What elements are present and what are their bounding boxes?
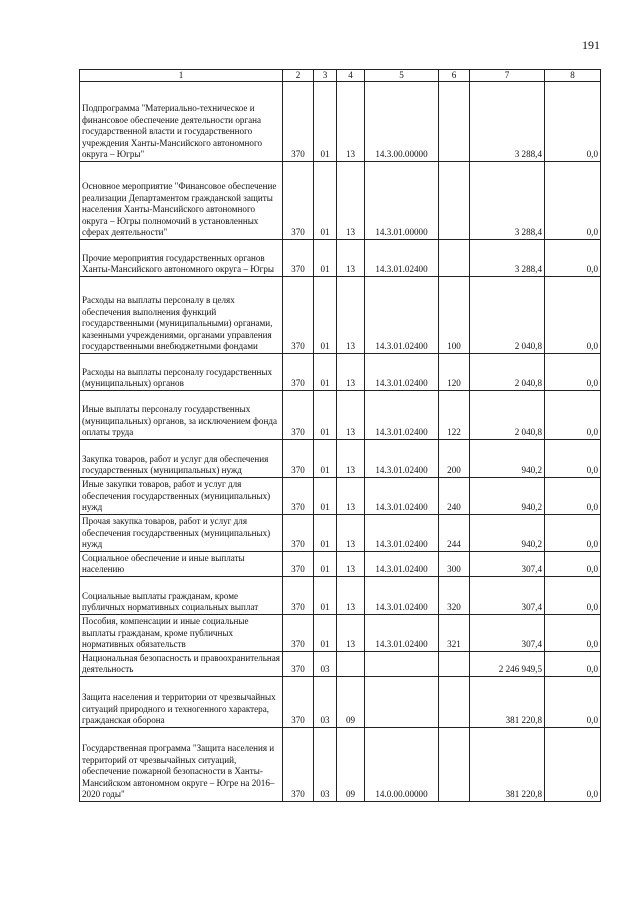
table-row (80, 615, 601, 652)
admin-code-cell: 370 (283, 440, 314, 478)
header-cell: 1 (80, 70, 283, 82)
section-code-cell: 03 (314, 677, 337, 728)
table-row (80, 552, 601, 577)
target-article-cell: 14.3.01.02400 (365, 515, 439, 552)
subsection-code-cell: 13 (337, 440, 365, 478)
amount-2-cell: 0,0 (545, 440, 601, 478)
section-code-cell: 01 (314, 277, 337, 354)
header-cell: 4 (337, 70, 365, 82)
row-name-cell: Иные закупки товаров, работ и услуг для обеспечения государственных (муниципальных) нужд (80, 478, 283, 515)
target-article-cell: 14.3.01.02400 (365, 615, 439, 652)
amount-cell: 940,2 (470, 515, 545, 552)
subsection-code-cell: 09 (337, 677, 365, 728)
amount-2-cell: 0,0 (545, 478, 601, 515)
amount-2-cell: 0,0 (545, 82, 601, 162)
admin-code-cell: 370 (283, 162, 314, 240)
subsection-code-cell: 13 (337, 391, 365, 440)
amount-cell: 381 220,8 (470, 677, 545, 728)
section-code-cell: 01 (314, 440, 337, 478)
header-cell: 7 (470, 70, 545, 82)
expense-type-cell (439, 82, 470, 162)
amount-2-cell: 0,0 (545, 677, 601, 728)
subsection-code-cell: 13 (337, 240, 365, 277)
subsection-code-cell: 13 (337, 552, 365, 577)
expense-type-cell: 321 (439, 615, 470, 652)
row-name-cell: Основное мероприятие "Финансовое обеспечение реализации Департаментом гражданской защиты населения Ханты-Мансийского автономного округа – Югры полномочий в установленных сферах деятельности" (80, 162, 283, 240)
amount-cell: 3 288,4 (470, 240, 545, 277)
amount-cell: 2 040,8 (470, 277, 545, 354)
admin-code-cell: 370 (283, 577, 314, 615)
subsection-code-cell: 13 (337, 277, 365, 354)
amount-2-cell: 0,0 (545, 354, 601, 391)
expense-type-cell (439, 728, 470, 802)
section-code-cell: 01 (314, 240, 337, 277)
section-code-cell: 01 (314, 577, 337, 615)
row-name-cell: Социальное обеспечение и иные выплаты населению (80, 552, 283, 577)
amount-2-cell: 0,0 (545, 728, 601, 802)
section-code-cell: 01 (314, 82, 337, 162)
row-name-cell: Социальные выплаты гражданам, кроме публичных нормативных социальных выплат (80, 577, 283, 615)
table-row (80, 677, 601, 728)
admin-code-cell: 370 (283, 391, 314, 440)
row-name-cell: Закупка товаров, работ и услуг для обеспечения государственных (муниципальных) нужд (80, 440, 283, 478)
admin-code-cell: 370 (283, 277, 314, 354)
section-code-cell: 01 (314, 391, 337, 440)
target-article-cell: 14.3.01.02400 (365, 552, 439, 577)
row-name-cell: Национальная безопасность и правоохранительная деятельность (80, 652, 283, 677)
section-code-cell: 01 (314, 354, 337, 391)
admin-code-cell: 370 (283, 728, 314, 802)
row-name-cell: Расходы на выплаты персоналу в целях обеспечения выполнения функций государственными (муниципальными) органами, казенными учреждениями, органами управления государственными внебюджетными фондами (80, 277, 283, 354)
amount-cell: 2 246 949,5 (470, 652, 545, 677)
target-article-cell: 14.3.01.00000 (365, 162, 439, 240)
table-body (80, 82, 601, 802)
row-name-cell: Иные выплаты персоналу государственных (муниципальных) органов, за исключением фонда оплаты труда (80, 391, 283, 440)
amount-cell: 3 288,4 (470, 162, 545, 240)
table-row (80, 478, 601, 515)
amount-cell: 2 040,8 (470, 354, 545, 391)
section-code-cell: 01 (314, 162, 337, 240)
subsection-code-cell: 13 (337, 478, 365, 515)
table-row (80, 728, 601, 802)
subsection-code-cell (337, 652, 365, 677)
header-cell: 2 (283, 70, 314, 82)
subsection-code-cell: 13 (337, 162, 365, 240)
table-row (80, 240, 601, 277)
section-code-cell: 03 (314, 728, 337, 802)
amount-2-cell: 0,0 (545, 615, 601, 652)
amount-cell: 307,4 (470, 577, 545, 615)
header-cell: 6 (439, 70, 470, 82)
row-name-cell: Прочие мероприятия государственных органов Ханты-Мансийского автономного округа – Югры (80, 240, 283, 277)
row-name-cell: Расходы на выплаты персоналу государственных (муниципальных) органов (80, 354, 283, 391)
expense-type-cell (439, 677, 470, 728)
column-number-row (80, 70, 601, 82)
amount-2-cell: 0,0 (545, 277, 601, 354)
section-code-cell: 01 (314, 552, 337, 577)
table-row (80, 515, 601, 552)
budget-table (79, 69, 601, 802)
amount-2-cell: 0,0 (545, 240, 601, 277)
row-name-cell: Пособия, компенсации и иные социальные выплаты гражданам, кроме публичных нормативных обязательств (80, 615, 283, 652)
expense-type-cell (439, 162, 470, 240)
expense-type-cell: 120 (439, 354, 470, 391)
page-number: 191 (582, 38, 600, 52)
table-row (80, 652, 601, 677)
section-code-cell: 01 (314, 478, 337, 515)
target-article-cell: 14.3.01.02400 (365, 240, 439, 277)
table-row (80, 391, 601, 440)
expense-type-cell: 100 (439, 277, 470, 354)
subsection-code-cell: 13 (337, 577, 365, 615)
table-row (80, 354, 601, 391)
table-row (80, 577, 601, 615)
amount-2-cell: 0,0 (545, 162, 601, 240)
subsection-code-cell: 13 (337, 515, 365, 552)
amount-2-cell: 0,0 (545, 391, 601, 440)
amount-2-cell: 0,0 (545, 577, 601, 615)
expense-type-cell: 240 (439, 478, 470, 515)
target-article-cell: 14.3.00.00000 (365, 82, 439, 162)
target-article-cell: 14.3.01.02400 (365, 354, 439, 391)
amount-2-cell: 0,0 (545, 515, 601, 552)
amount-cell: 2 040,8 (470, 391, 545, 440)
amount-cell: 307,4 (470, 552, 545, 577)
table-row (80, 277, 601, 354)
subsection-code-cell: 13 (337, 615, 365, 652)
admin-code-cell: 370 (283, 552, 314, 577)
row-name-cell: Прочая закупка товаров, работ и услуг для обеспечения государственных (муниципальных) нужд (80, 515, 283, 552)
table-row (80, 162, 601, 240)
section-code-cell: 01 (314, 515, 337, 552)
subsection-code-cell: 13 (337, 82, 365, 162)
amount-2-cell: 0,0 (545, 552, 601, 577)
section-code-cell: 03 (314, 652, 337, 677)
header-cell: 5 (365, 70, 439, 82)
expense-type-cell: 200 (439, 440, 470, 478)
expense-type-cell (439, 240, 470, 277)
admin-code-cell: 370 (283, 615, 314, 652)
row-name-cell: Защита населения и территории от чрезвычайных ситуаций природного и техногенного характера, гражданская оборона (80, 677, 283, 728)
target-article-cell: 14.3.01.02400 (365, 391, 439, 440)
admin-code-cell: 370 (283, 515, 314, 552)
admin-code-cell: 370 (283, 82, 314, 162)
subsection-code-cell: 09 (337, 728, 365, 802)
admin-code-cell: 370 (283, 478, 314, 515)
admin-code-cell: 370 (283, 354, 314, 391)
target-article-cell: 14.0.00.00000 (365, 728, 439, 802)
row-name-cell: Подпрограмма "Материально-техническое и финансовое обеспечение деятельности органа государственной власти и государственного учреждения Ханты-Мансийского автономного округа – Югры" (80, 82, 283, 162)
target-article-cell: 14.3.01.02400 (365, 577, 439, 615)
expense-type-cell: 122 (439, 391, 470, 440)
amount-cell: 940,2 (470, 440, 545, 478)
table-row (80, 82, 601, 162)
amount-cell: 3 288,4 (470, 82, 545, 162)
admin-code-cell: 370 (283, 652, 314, 677)
target-article-cell: 14.3.01.02400 (365, 478, 439, 515)
admin-code-cell: 370 (283, 677, 314, 728)
expense-type-cell: 244 (439, 515, 470, 552)
subsection-code-cell: 13 (337, 354, 365, 391)
target-article-cell: 14.3.01.02400 (365, 440, 439, 478)
row-name-cell: Государственная программа "Защита населения и территорий от чрезвычайных ситуаций, обеспечение пожарной безопасности в Ханты-Мансийском автономном округе – Югре на 2016–2020 годы" (80, 728, 283, 802)
target-article-cell (365, 652, 439, 677)
target-article-cell: 14.3.01.02400 (365, 277, 439, 354)
expense-type-cell: 320 (439, 577, 470, 615)
admin-code-cell: 370 (283, 240, 314, 277)
section-code-cell: 01 (314, 615, 337, 652)
header-cell: 3 (314, 70, 337, 82)
target-article-cell (365, 677, 439, 728)
amount-2-cell: 0,0 (545, 652, 601, 677)
expense-type-cell: 300 (439, 552, 470, 577)
amount-cell: 307,4 (470, 615, 545, 652)
amount-cell: 940,2 (470, 478, 545, 515)
expense-type-cell (439, 652, 470, 677)
header-cell: 8 (545, 70, 601, 82)
table-row (80, 440, 601, 478)
amount-cell: 381 220,8 (470, 728, 545, 802)
